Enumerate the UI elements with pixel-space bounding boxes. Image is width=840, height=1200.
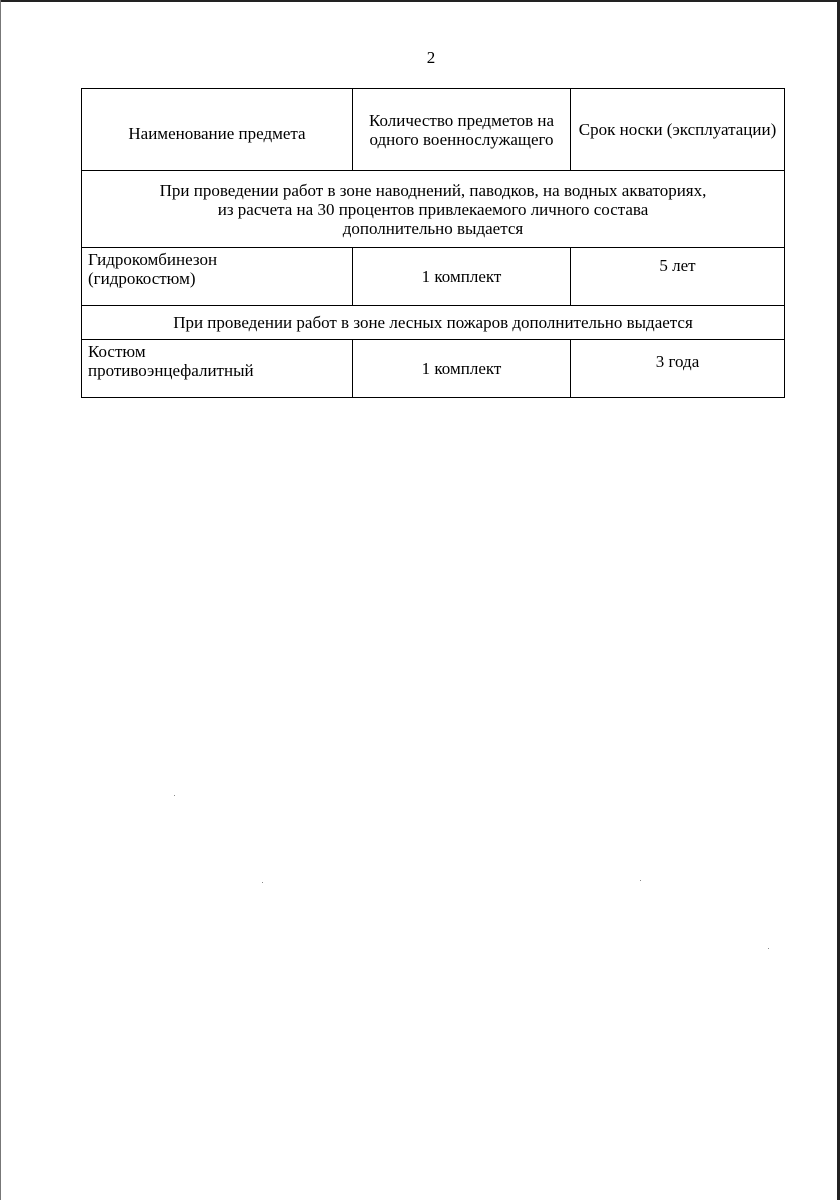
item-name-line: противоэнцефалитный <box>88 361 254 380</box>
page-number: 2 <box>426 48 436 67</box>
table-row <box>82 340 785 398</box>
item-term-cell: 5 лет <box>571 248 785 306</box>
header-quantity-text: Количество предметов на одного военнослужащего <box>369 110 554 149</box>
section-row-flood <box>82 171 785 248</box>
item-name-line: (гидрокостюм) <box>88 269 196 288</box>
section-title-line: из расчета на 30 процентов привлекаемого личного состава <box>217 199 649 219</box>
page-edge-top <box>0 0 840 2</box>
item-quantity-cell: 1 комплект <box>353 340 571 398</box>
item-name-line: Гидрокомбинезон <box>88 250 218 269</box>
item-name-line: Костюм <box>88 342 146 361</box>
header-item-name: Наименование предмета <box>82 89 353 171</box>
items-table <box>81 88 785 398</box>
item-name-cell <box>82 340 353 398</box>
table-header-row <box>82 89 785 171</box>
section-title-flood <box>82 171 785 248</box>
scan-speck <box>174 795 175 796</box>
item-quantity-cell: 1 комплект <box>353 248 571 306</box>
table-row <box>82 248 785 306</box>
section-title-forest-fire <box>82 306 785 340</box>
header-term <box>571 89 785 171</box>
page-edge-left <box>0 0 1 1200</box>
item-term-cell: 3 года <box>571 340 785 398</box>
section-title-line: При проведении работ в зоне наводнений, паводков, на водных акваториях, <box>159 180 707 200</box>
section-row-forest-fire <box>82 306 785 340</box>
scan-speck <box>768 948 769 949</box>
header-quantity <box>353 89 571 171</box>
scan-speck <box>640 880 641 881</box>
header-term-text: Срок носки (эксплуатации) <box>578 120 777 139</box>
item-name-cell <box>82 248 353 306</box>
section-title-line: дополнительно выдается <box>342 218 524 238</box>
scan-speck <box>262 882 263 883</box>
section-title-line: При проведении работ в зоне лесных пожаров дополнительно выдается <box>173 313 693 332</box>
